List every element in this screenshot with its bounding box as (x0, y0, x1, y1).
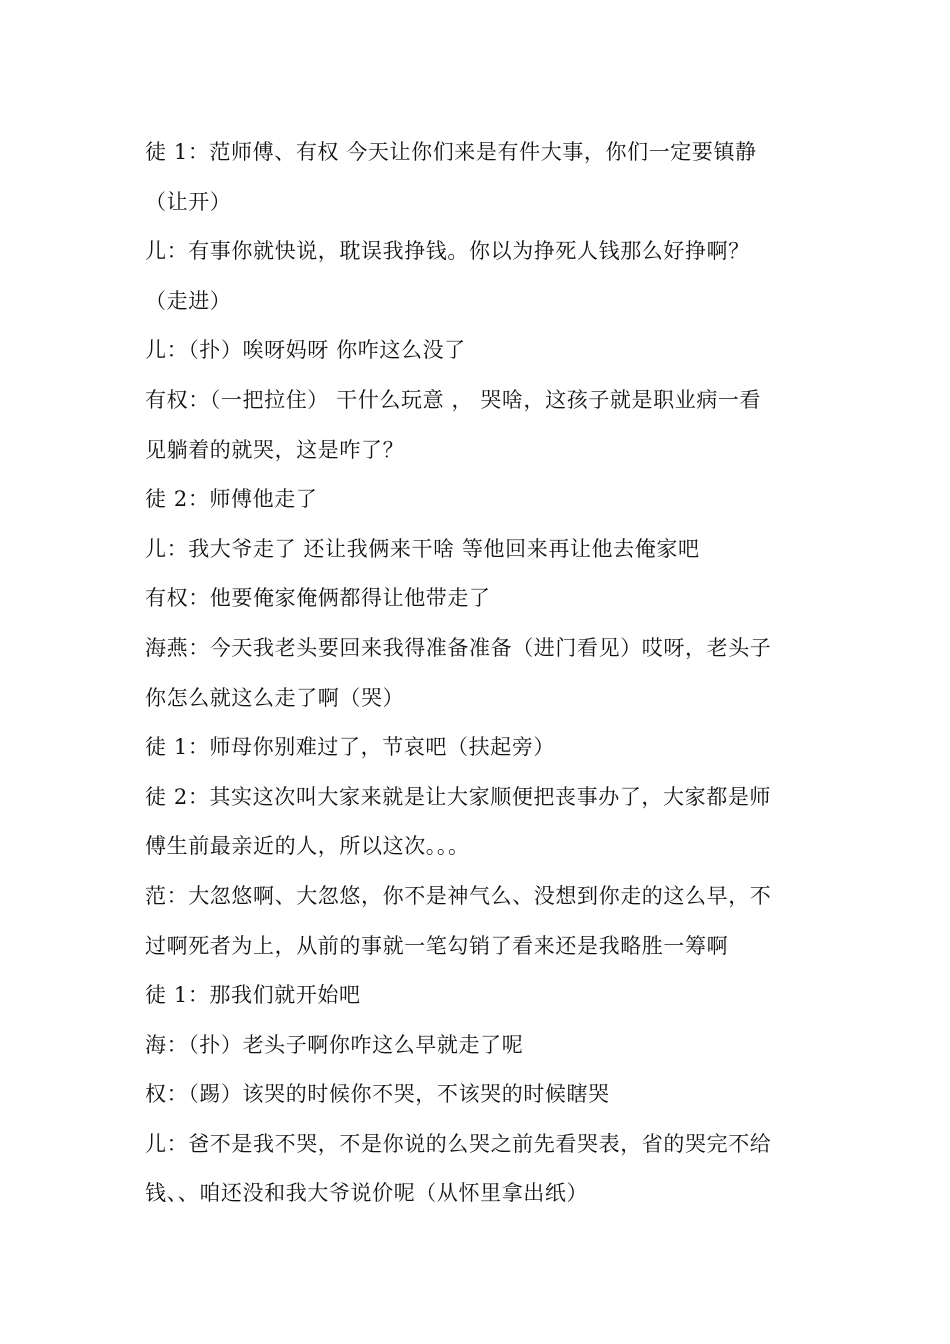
script-line: 海：（扑）老头子啊你咋这么早就走了呢 (145, 1032, 524, 1057)
script-line: 徒 2：师傅他走了 (145, 487, 318, 512)
script-line: 范：大忽悠啊、大忽悠，你不是神气么、没想到你走的这么早，不 (145, 883, 772, 908)
script-line: 你怎么就这么走了啊（哭） (145, 685, 405, 710)
script-text (145, 128, 825, 1219)
script-line: 有权：他要俺家俺俩都得让他带走了 (145, 586, 491, 611)
script-line: 权：（踢）该哭的时候你不哭，不该哭的时候瞎哭 (145, 1082, 610, 1107)
script-line: 傅生前最亲近的人，所以这次。。。 (145, 834, 470, 859)
script-line: 见躺着的就哭，这是咋了？ (145, 437, 405, 462)
script-line: 徒 1：师母你别难过了，节哀吧（扶起旁） (145, 735, 556, 760)
script-line: 有权：（一把拉住） 干什么玩意 ， 哭啥，这孩子就是职业病一看 (145, 387, 762, 412)
script-line: 儿：我大爷走了 还让我俩来干啥 等他回来再让他去俺家吧 (145, 536, 700, 561)
script-line: 儿：（扑）唉呀妈呀 你咋这么没了 (145, 338, 466, 363)
script-line: （走进） (145, 288, 232, 313)
script-line: 过啊死者为上，从前的事就一笔勾销了看来还是我略胜一筹啊 (145, 933, 729, 958)
script-line: 徒 1：范师傅、有权 今天让你们来是有件大事，你们一定要镇静 (145, 140, 757, 164)
script-line: 儿：有事你就快说，耽误我挣钱。你以为挣死人钱那么好挣啊？ (145, 239, 750, 264)
script-line: 徒 2：其实这次叫大家来就是让大家顺便把丧事办了，大家都是师 (145, 784, 772, 809)
script-line: 钱、、咱还没和我大爷说价呢（从怀里拿出纸） (145, 1181, 589, 1206)
script-line: 海燕：今天我老头要回来我得准备准备（进门看见）哎呀，老头子 (145, 635, 772, 660)
script-line: 徒 1：那我们就开始吧 (145, 983, 361, 1008)
script-line: （让开） (145, 189, 232, 214)
script-line: 儿：爸不是我不哭，不是你说的么哭之前先看哭表，省的哭完不给 (145, 1131, 772, 1156)
